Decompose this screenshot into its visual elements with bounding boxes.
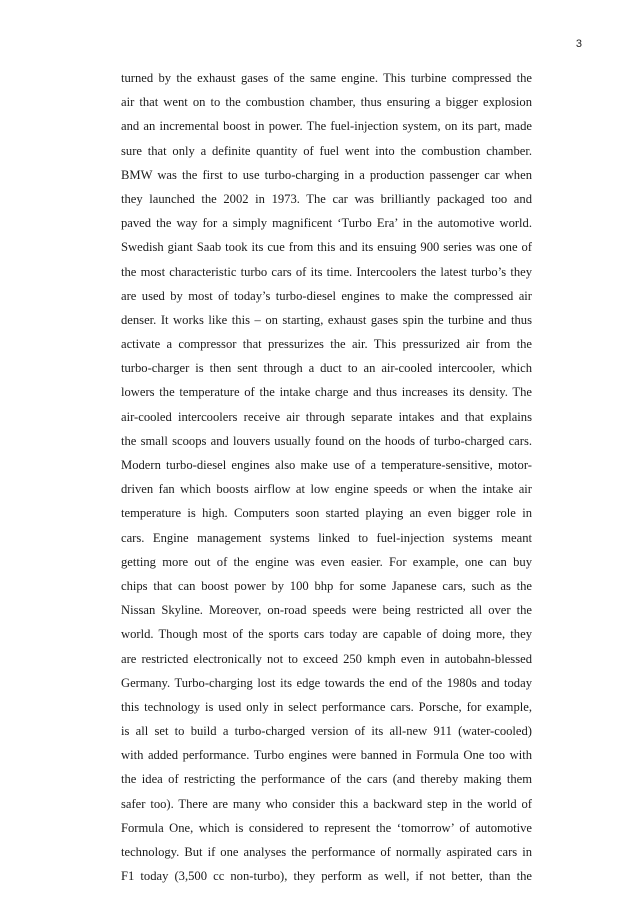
text-line: air that went on to the combustion chamber, thus ensuring a bigger explosion	[121, 95, 532, 110]
text-line: safer too). There are many who consider this a backward step in the world of	[121, 796, 532, 811]
text-line: lowers the temperature of the intake charge and thus increases its density. The	[121, 385, 532, 400]
text-line: temperature is high. Computers soon started playing an even bigger role in	[121, 506, 532, 521]
text-line: F1 today (3,500 cc non-turbo), they perform as well, if not better, than the	[121, 869, 532, 884]
text-line: Swedish giant Saab took its cue from this and its ensuing 900 series was one of	[121, 240, 532, 255]
text-line: paved the way for a simply magnificent ‘Turbo Era’ in the automotive world.	[121, 216, 532, 231]
text-line: activate a compressor that pressurizes the air. This pressurized air from the	[121, 337, 532, 352]
page-number: 3	[575, 38, 582, 50]
text-line: BMW was the first to use turbo-charging in a production passenger car when	[121, 167, 532, 182]
text-line: they launched the 2002 in 1973. The car was brilliantly packaged too and	[121, 191, 532, 206]
text-line: are used by most of today’s turbo-diesel engines to make the compressed air	[121, 288, 532, 303]
text-line: are restricted electronically not to exceed 250 kmph even in autobahn-blessed	[121, 651, 532, 666]
text-line: air-cooled intercoolers receive air through separate intakes and that explains	[121, 409, 532, 424]
text-line: and an incremental boost in power. The fuel-injection system, on its part, made	[121, 119, 532, 134]
text-line: Nissan Skyline. Moreover, on-road speeds were being restricted all over the	[121, 603, 532, 618]
text-line: denser. It works like this – on starting, exhaust gases spin the turbine and thus	[121, 312, 532, 327]
text-line: Germany. Turbo-charging lost its edge towards the end of the 1980s and today	[121, 675, 532, 690]
text-line: turned by the exhaust gases of the same engine. This turbine compressed the	[121, 71, 532, 85]
text-line: the idea of restricting the performance of the cars (and thereby making them	[121, 772, 532, 787]
text-line: driven fan which boosts airflow at low engine speeds or when the intake air	[121, 482, 532, 497]
text-line: cars. Engine management systems linked to fuel-injection systems meant	[121, 530, 532, 545]
text-line: Modern turbo-diesel engines also make use of a temperature-sensitive, motor-	[121, 458, 532, 472]
text-line: technology. But if one analyses the performance of normally aspirated cars in	[121, 845, 532, 859]
text-line: turbo-charger is then sent through a duct to an air-cooled intercooler, which	[121, 361, 532, 376]
text-line: the most characteristic turbo cars of its time. Intercoolers the latest turbo’s they	[121, 264, 532, 279]
text-line: getting more out of the engine was even easier. For example, one can buy	[121, 554, 532, 569]
text-line: sure that only a definite quantity of fuel went into the combustion chamber.	[121, 143, 532, 158]
text-line: chips that can boost power by 100 bhp for some Japanese cars, such as the	[121, 578, 532, 593]
text-line: this technology is used only in select performance cars. Porsche, for example,	[121, 699, 532, 714]
text-line: Formula One, which is considered to represent the ‘tomorrow’ of automotive	[121, 820, 532, 835]
text-line: the small scoops and louvers usually found on the hoods of turbo-charged cars.	[121, 433, 532, 448]
text-line: world. Though most of the sports cars today are capable of doing more, they	[121, 627, 532, 642]
body-paragraph	[121, 66, 532, 888]
text-line: is all set to build a turbo-charged version of its all-new 911 (water-cooled)	[121, 724, 532, 739]
text-line: with added performance. Turbo engines were banned in Formula One too with	[121, 748, 532, 763]
